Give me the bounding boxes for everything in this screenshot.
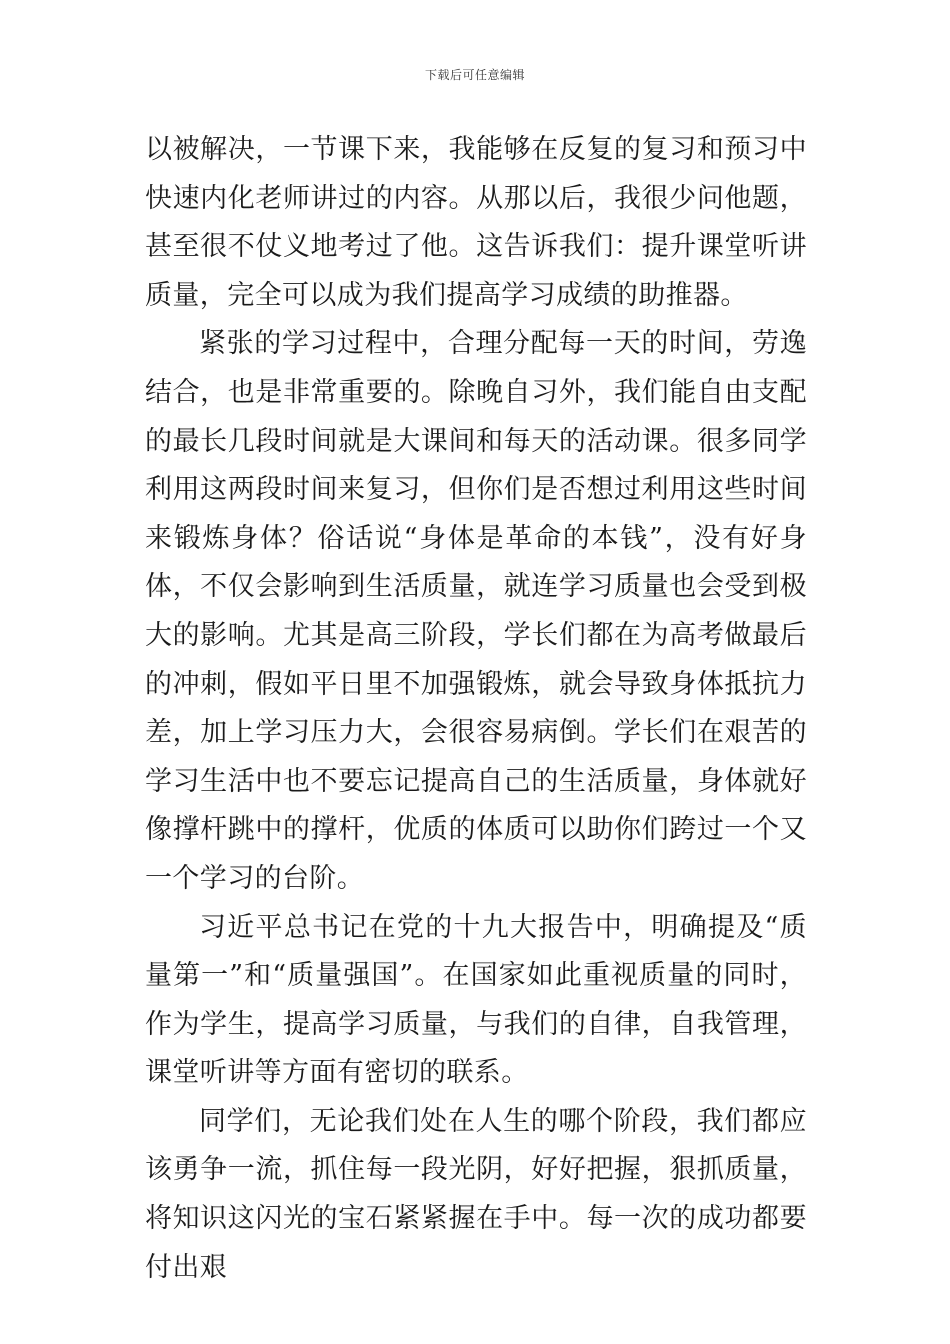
paragraph-quality-first: 习近平总书记在党的十九大报告中，明确提及“质量第一”和“质量强国”。在国家如此重视质量的同时，作为学生，提高学习质量，与我们的自律，自我管理，课堂听讲等方面有密切的联系。 xyxy=(145,911,807,1089)
paragraph-time-management: 紧张的学习过程中，合理分配每一天的时间，劳逸结合，也是非常重要的。除晚自习外，我们能自由支配的最长几段时间就是大课间和每天的活动课。很多同学利用这两段时间来复习，但你们是否想过利用这些时间来锻炼身体？俗话说“身体是革命的本钱”，没有好身体，不仅会影响到生活质量，就连学习质量也会受到极大的影响。尤其是高三阶段，学长们都在为高考做最后的冲刺，假如平日里不加强锻炼，就会导致身体抵抗力差，加上学习压力大，会很容易病倒。学长们在艰苦的学习生活中也不要忘记提高自己的生活质量，身体就好像撑杆跳中的撑杆，优质的体质可以助你们跨过一个又一个学习的台阶。 xyxy=(145,328,807,894)
header-note: 下载后可任意编辑 xyxy=(424,68,525,82)
paragraph-continued: 以被解决，一节课下来，我能够在反复的复习和预习中快速内化老师讲过的内容。从那以后，我很少问他题，甚至很不仗义地考过了他。这告诉我们：提升课堂听讲质量，完全可以成为我们提高学习成绩的助推器。 xyxy=(145,134,807,311)
document-body xyxy=(145,126,807,1292)
paragraph-closing: 同学们，无论我们处在人生的哪个阶段，我们都应该勇争一流，抓住每一段光阴，好好把握，狠抓质量，将知识这闪光的宝石紧紧握在手中。每一次的成功都要付出艰 xyxy=(145,1105,807,1283)
